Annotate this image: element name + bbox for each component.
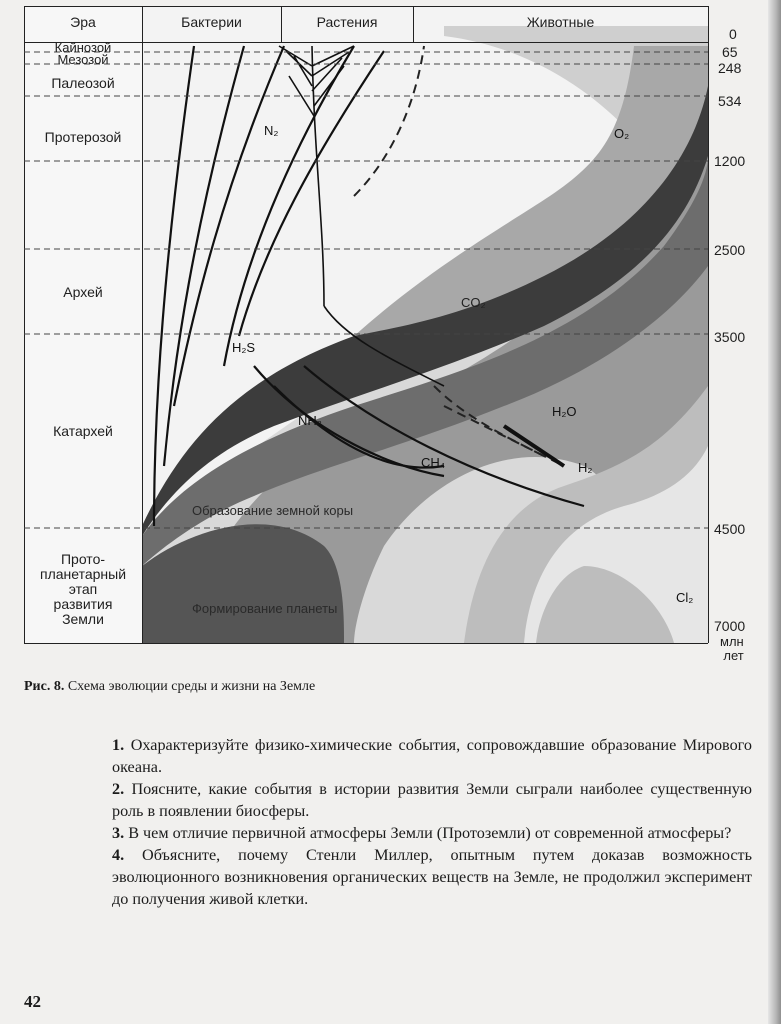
evolution-figure xyxy=(24,6,769,671)
era-proterozoic: Протерозой xyxy=(44,129,122,145)
header-animals: Животные xyxy=(526,14,595,30)
figure-caption xyxy=(24,679,754,695)
question-number: 3. xyxy=(112,824,125,842)
era-katarchean: Катархей xyxy=(53,423,113,439)
question-text: В чем отличие первичной атмосферы Земли (Протоземли) от современной атмосферы? xyxy=(128,824,732,842)
era-protoplanetary: Прото- планетарный этап развития Земли xyxy=(39,551,127,627)
caption-text: Схема эволюции среды и жизни на Земле xyxy=(67,679,316,694)
question-number: 1. xyxy=(112,736,125,754)
label-planet-formation: Формирование планеты xyxy=(192,601,338,616)
question-number: 2. xyxy=(112,780,125,798)
era-paleozoic: Палеозой xyxy=(51,75,115,91)
tick-4500: 4500 xyxy=(714,521,746,537)
question-3 xyxy=(112,822,752,844)
tick-248: 248 xyxy=(718,60,742,76)
question-4 xyxy=(112,844,752,910)
question-2 xyxy=(112,778,752,822)
era-cenozoic: Кайнозой xyxy=(54,40,112,55)
gas-co2: CO₂ xyxy=(461,295,486,310)
era-mesozoic: Мезозой xyxy=(57,52,109,67)
gas-nh3: NH₃ xyxy=(298,413,323,428)
question-text: Поясните, какие события в истории развития Земли сыграли наиболее существенную роль в появлении биосферы. xyxy=(112,780,752,820)
tick-65: 65 xyxy=(722,44,738,60)
header-plants: Растения xyxy=(316,14,378,30)
gas-ch4: CH₄ xyxy=(421,455,446,470)
scan-edge-shadow xyxy=(768,0,781,1024)
era-column xyxy=(24,6,142,643)
tick-2500: 2500 xyxy=(714,242,746,258)
question-text: Охарактеризуйте физико-химические события, сопровождавшие образование Мирового океана. xyxy=(112,736,753,776)
tick-1200: 1200 xyxy=(714,153,746,169)
questions-list xyxy=(112,734,752,910)
era-archean: Архей xyxy=(63,284,103,300)
gas-h2o: H₂O xyxy=(552,404,577,419)
header-era: Эра xyxy=(70,14,96,30)
question-number: 4. xyxy=(112,846,125,864)
question-text: Объясните, почему Стенли Миллер, опытным путем доказав возможность эволюционного возникновения органических веществ на Земле, не продолжил эксперимент до получения живой клетки. xyxy=(112,846,752,908)
header-bacteria: Бактерии xyxy=(181,14,242,30)
gas-h2: H₂ xyxy=(578,460,593,475)
caption-label: Рис. 8. xyxy=(24,679,65,694)
tick-0: 0 xyxy=(729,26,737,42)
tick-7000: 7000 xyxy=(714,618,746,634)
gas-cl2: Cl₂ xyxy=(676,590,694,605)
gas-n2: N₂ xyxy=(264,123,279,138)
gas-o2: O₂ xyxy=(614,126,630,141)
time-unit: млн лет xyxy=(720,634,744,663)
page-number: 42 xyxy=(24,992,41,1011)
gas-h2s: H₂S xyxy=(232,340,256,355)
tick-534: 534 xyxy=(718,93,742,109)
tick-3500: 3500 xyxy=(714,329,746,345)
question-1 xyxy=(112,734,752,778)
label-crust-formation: Образование земной коры xyxy=(192,503,354,518)
